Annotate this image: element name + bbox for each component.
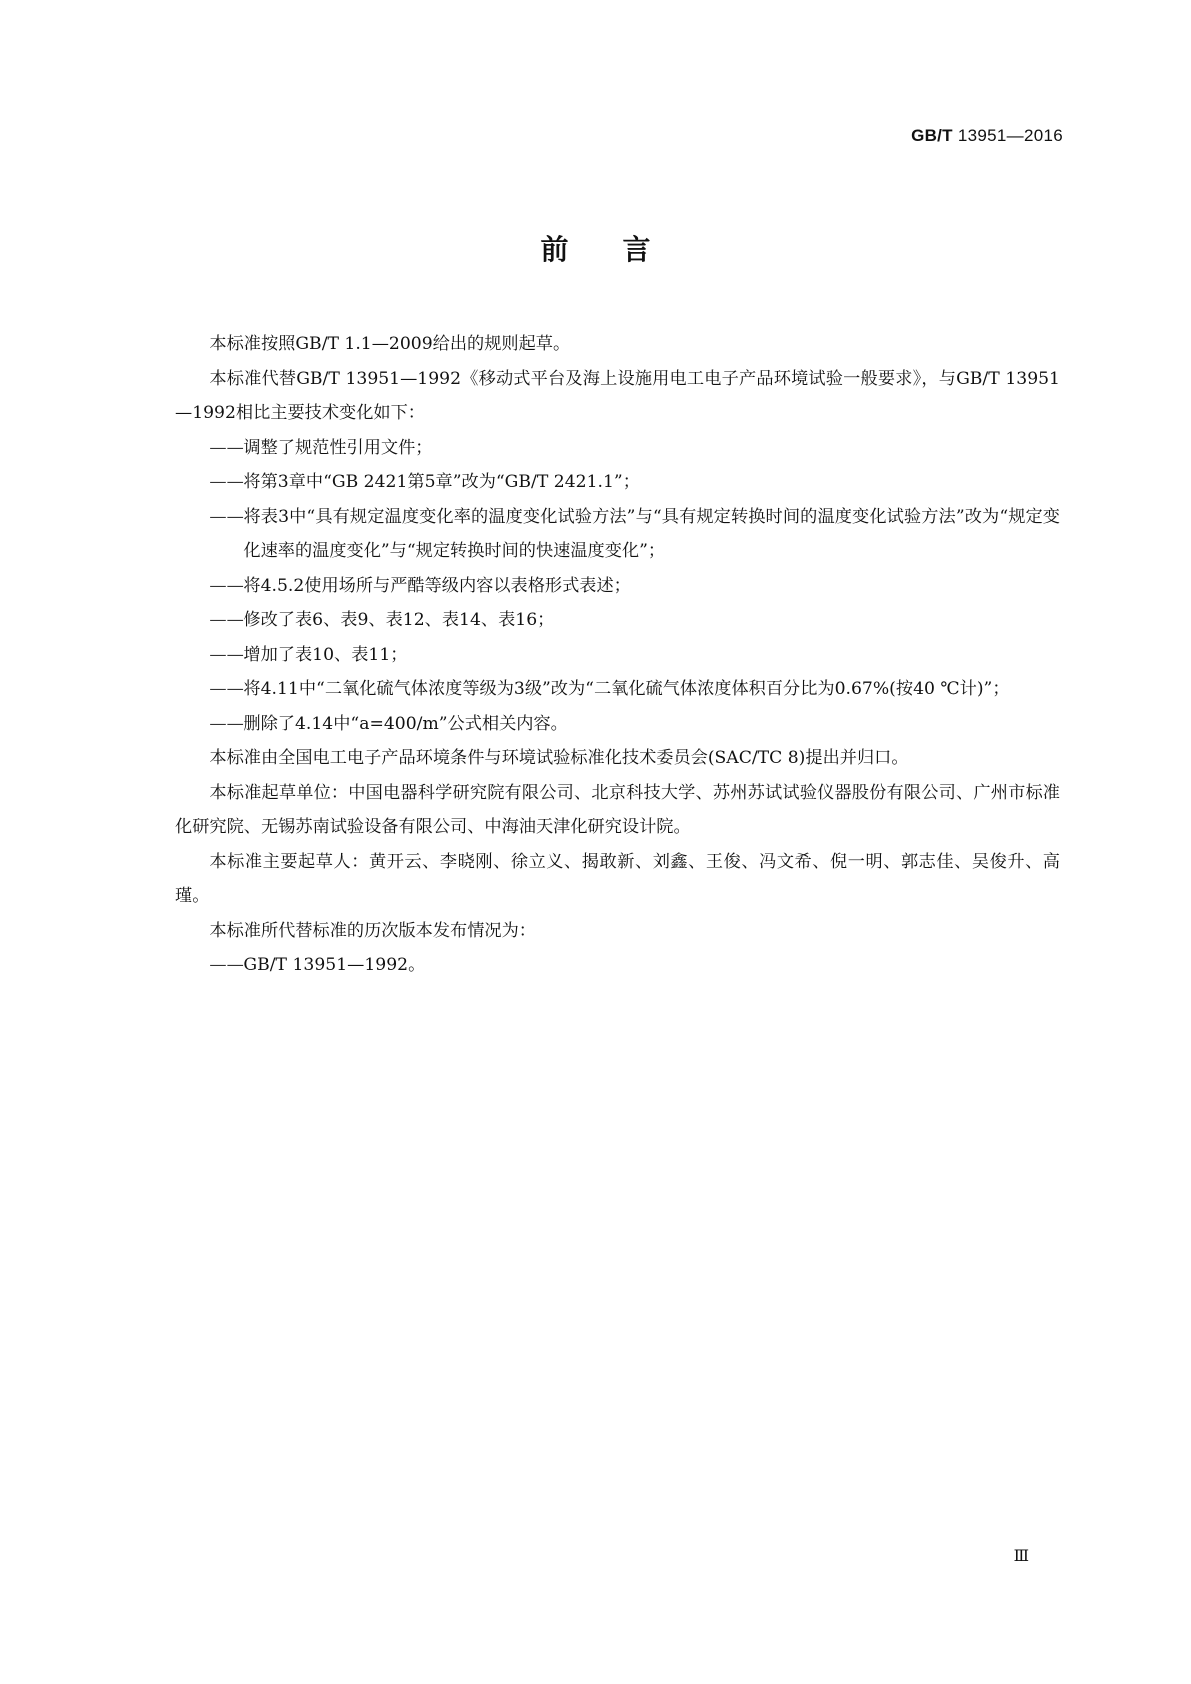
dash-marker: ——	[209, 713, 244, 734]
dash-marker: ——	[209, 610, 244, 630]
page-title: 前言	[540, 233, 705, 266]
paragraph-proposer: 本标准由全国电工电子产品环境条件与环境试验标准化技术委员会(SAC/TC 8)提出并归口。	[209, 748, 909, 768]
history-item-text: GB/T 13951—1992。	[243, 955, 426, 975]
history-item	[175, 948, 1060, 983]
paragraph-drafters: 本标准主要起草人：黄开云、李晓刚、徐立义、揭敢新、刘鑫、王俊、冯文希、倪一明、郭志佳、吴俊升、高瑾。	[175, 851, 1060, 906]
list-item	[175, 500, 1060, 569]
list-item	[175, 672, 1060, 707]
dash-marker: ——	[209, 575, 244, 596]
list-item-text: 调整了规范性引用文件；	[243, 437, 433, 458]
list-item	[175, 431, 1060, 466]
list-item-text: 删除了4.14中“a=400/m”公式相关内容。	[243, 713, 568, 734]
list-item-text: 将4.11中“二氧化硫气体浓度等级为3级”改为“二氧化硫气体浓度体积百分比为0.67%(按40 ℃计)”；	[243, 679, 1010, 699]
list-item-text: 将4.5.2使用场所与严酷等级内容以表格形式表述；	[243, 575, 631, 596]
dash-marker: ——	[209, 437, 244, 458]
list-item-text: 将表3中“具有规定温度变化率的温度变化试验方法”与“具有规定转换时间的温度变化试验方法”改为“规定变化速率的温度变化”与“规定转换时间的快速温度变化”；	[243, 506, 1060, 561]
list-item	[175, 638, 1060, 673]
list-item	[175, 707, 1060, 742]
list-item	[175, 603, 1060, 638]
dash-marker: ——	[209, 472, 244, 492]
page-number: Ⅲ	[1013, 1546, 1029, 1565]
list-item-text: 将第3章中“GB 2421第5章”改为“GB/T 2421.1”；	[243, 472, 640, 492]
paragraph-drafting-rules: 本标准按照GB/T 1.1—2009给出的规则起草。	[209, 334, 571, 354]
paragraph-drafting-units: 本标准起草单位：中国电器科学研究院有限公司、北京科技大学、苏州苏试试验仪器股份有限公司、广州市标准化研究院、无锡苏南试验设备有限公司、中海油天津化研究设计院。	[175, 782, 1060, 837]
dash-marker: ——	[209, 506, 244, 527]
list-item-text: 修改了表6、表9、表12、表14、表16；	[243, 610, 555, 630]
standard-header	[911, 126, 1063, 146]
dash-marker: ——	[209, 644, 244, 665]
standard-code: GB/T	[911, 126, 953, 145]
dash-marker: ——	[209, 955, 244, 975]
dash-marker: ——	[209, 679, 244, 699]
paragraph-replacement: 本标准代替GB/T 13951—1992《移动式平台及海上设施用电工电子产品环境试验一般要求》，与GB/T 13951—1992相比主要技术变化如下：	[175, 368, 1060, 423]
list-item-text: 增加了表10、表11；	[243, 644, 408, 665]
list-item	[175, 465, 1060, 500]
standard-number: 13951—2016	[957, 126, 1063, 145]
foreword-body	[175, 327, 1060, 983]
paragraph-history-intro: 本标准所代替标准的历次版本发布情况为：	[209, 920, 536, 941]
list-item	[175, 569, 1060, 604]
